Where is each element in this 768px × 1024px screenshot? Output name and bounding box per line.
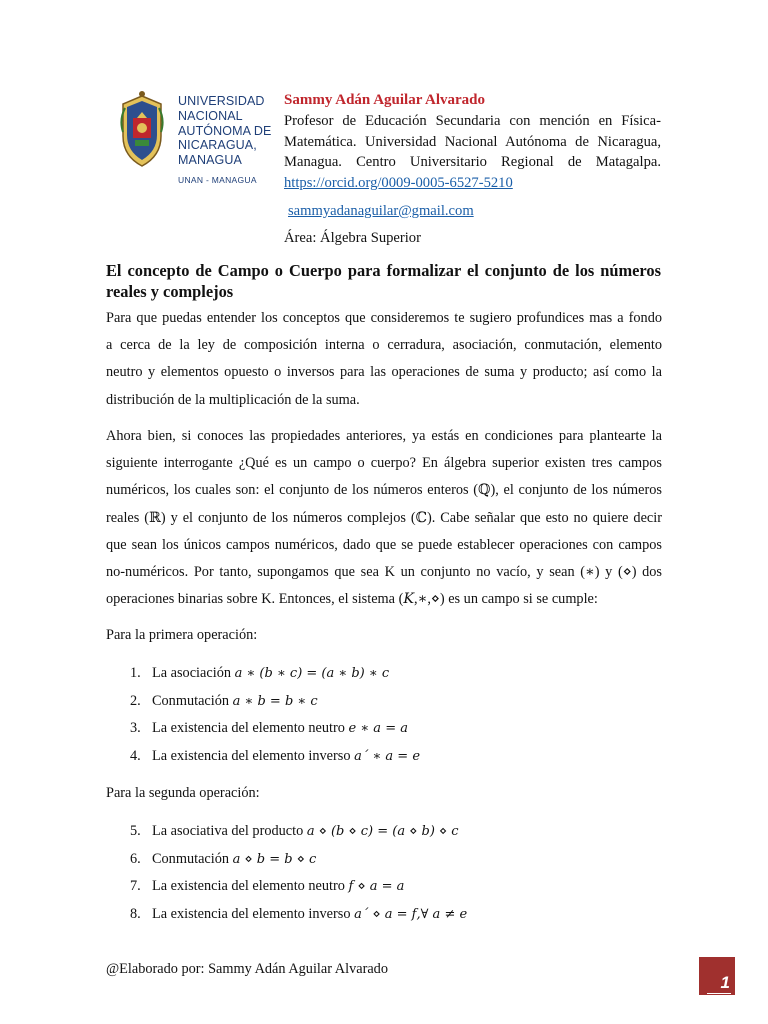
page-number: 1 (720, 973, 730, 992)
list-item (130, 818, 467, 846)
item-formula: 𝑓 ⋄ 𝑎 = 𝑎 (348, 879, 405, 894)
university-acronym: UNAN - MANAGUA (178, 174, 257, 185)
university-seal-logo (117, 90, 167, 170)
first-operation-list (130, 660, 420, 770)
item-formula: 𝑎 ∗ (𝑏 ∗ 𝑐) = (𝑎 ∗ 𝑏) ∗ 𝑐 (234, 666, 390, 681)
item-text: Conmutación (152, 692, 233, 709)
page-number-box (699, 957, 735, 995)
item-number: 7. (130, 878, 141, 894)
item-text: La asociación (152, 665, 231, 681)
item-number: 5. (130, 823, 141, 839)
page-number-rule (707, 993, 731, 994)
list-item (130, 873, 467, 901)
item-text: La existencia del elemento inverso (152, 747, 351, 764)
document-title: El concepto de Campo o Cuerpo para formalizar el conjunto de los números reales y complejos (106, 261, 661, 301)
item-number: 6. (130, 850, 141, 867)
university-line: UNIVERSIDAD (178, 94, 265, 108)
subject-area: Área: Álgebra Superior (284, 230, 421, 246)
item-number: 4. (130, 747, 141, 764)
university-name (178, 94, 271, 188)
paragraph-field-definition (106, 423, 662, 613)
author-name: Sammy Adán Aguilar Alvarado (284, 92, 486, 108)
university-line: AUTÓNOMA DE (178, 123, 272, 138)
paragraph-line: reales (ℝ) y el conjunto de los números complejos (ℂ). Cabe señalar que esto no quiere decir (106, 509, 662, 526)
item-formula: 𝑎 ⋄ 𝑏 = 𝑏 ⋄ 𝑐 (232, 851, 317, 867)
item-text: Conmutación (152, 850, 233, 867)
university-line: NACIONAL (178, 108, 243, 123)
page-footer: @Elaborado por: Sammy Adán Aguilar Alvarado (106, 961, 388, 977)
paragraph-line: no-numéricos. Por tanto, supongamos que sea K un conjunto no vacío, y sean (∗) y (⋄) dos (106, 564, 662, 581)
list-item (130, 743, 420, 771)
list-item (130, 901, 467, 929)
list-item (130, 660, 420, 688)
item-text: La asociativa del producto (152, 823, 307, 839)
item-number: 1. (130, 665, 141, 681)
paragraph-line: siguiente interrogante ¿Qué es un campo o cuerpo? En álgebra superior existen tres campos (106, 455, 662, 472)
paragraph-line: que sean los únicos campos numéricos, dado que se puede establecer operaciones con campos (106, 536, 662, 553)
item-formula: 𝑒 ∗ 𝑎 = 𝑎 (348, 721, 408, 736)
item-number: 8. (130, 905, 141, 922)
paragraph-line: a cerca de la ley de composición interna o cerradura, asociación, conmutación, elemento (106, 337, 662, 354)
item-number: 3. (130, 720, 141, 736)
item-number: 2. (130, 692, 141, 709)
email-link[interactable]: sammyadanaguilar@gmail.com (288, 203, 474, 219)
second-operation-label: Para la segunda operación: (106, 785, 260, 801)
paragraph-line: neutro y elementos opuesto o inversos para las operaciones de suma y producto; así como la (106, 364, 662, 381)
author-bio (284, 111, 661, 193)
paragraph-line: distribución de la multiplicación de la suma. (106, 391, 360, 408)
item-formula: 𝑎 ⋄ (𝑏 ⋄ 𝑐) = (𝑎 ⋄ 𝑏) ⋄ 𝑐 (306, 824, 459, 839)
paragraph-line: numéricos, los cuales son: el conjunto de los números enteros (ℚ), el conjunto de los números (106, 482, 662, 499)
bio-text: Profesor de Educación Secundaria con mención en Física-Matemática. Universidad Nacional Autónoma de Nicaragua, Managua. Centro Universitario Regional de Matagalpa. (284, 113, 661, 170)
item-text: La existencia del elemento neutro (152, 720, 345, 736)
item-formula: 𝑎´ ⋄ 𝑎 = 𝑓,∀ 𝑎 ≠ 𝑒 (354, 906, 468, 922)
first-operation-label: Para la primera operación: (106, 627, 258, 643)
university-line: MANAGUA (178, 153, 242, 168)
list-item (130, 846, 467, 874)
paragraph-line: operaciones binarias sobre K. Entonces, el sistema (𝐾,∗,⋄) es un campo si se cumple: (106, 591, 598, 608)
university-line: NICARAGUA, (178, 138, 257, 153)
paragraph-intro (106, 305, 662, 414)
item-formula: 𝑎 ∗ 𝑏 = 𝑏 ∗ 𝑐 (232, 693, 318, 709)
list-item (130, 715, 420, 743)
item-formula: 𝑎´ ∗ 𝑎 = 𝑒 (354, 748, 421, 764)
second-operation-list (130, 818, 467, 928)
orcid-link[interactable]: https://orcid.org/0009-0005-6527-5210 (284, 174, 513, 191)
paragraph-line: Para que puedas entender los conceptos que consideremos te sugiero profundices mas a fondo (106, 310, 662, 326)
item-text: La existencia del elemento inverso (152, 905, 351, 922)
list-item (130, 688, 420, 716)
item-text: La existencia del elemento neutro (152, 878, 345, 894)
paragraph-line: Ahora bien, si conoces las propiedades anteriores, ya estás en condiciones para plantearte la (106, 428, 662, 444)
